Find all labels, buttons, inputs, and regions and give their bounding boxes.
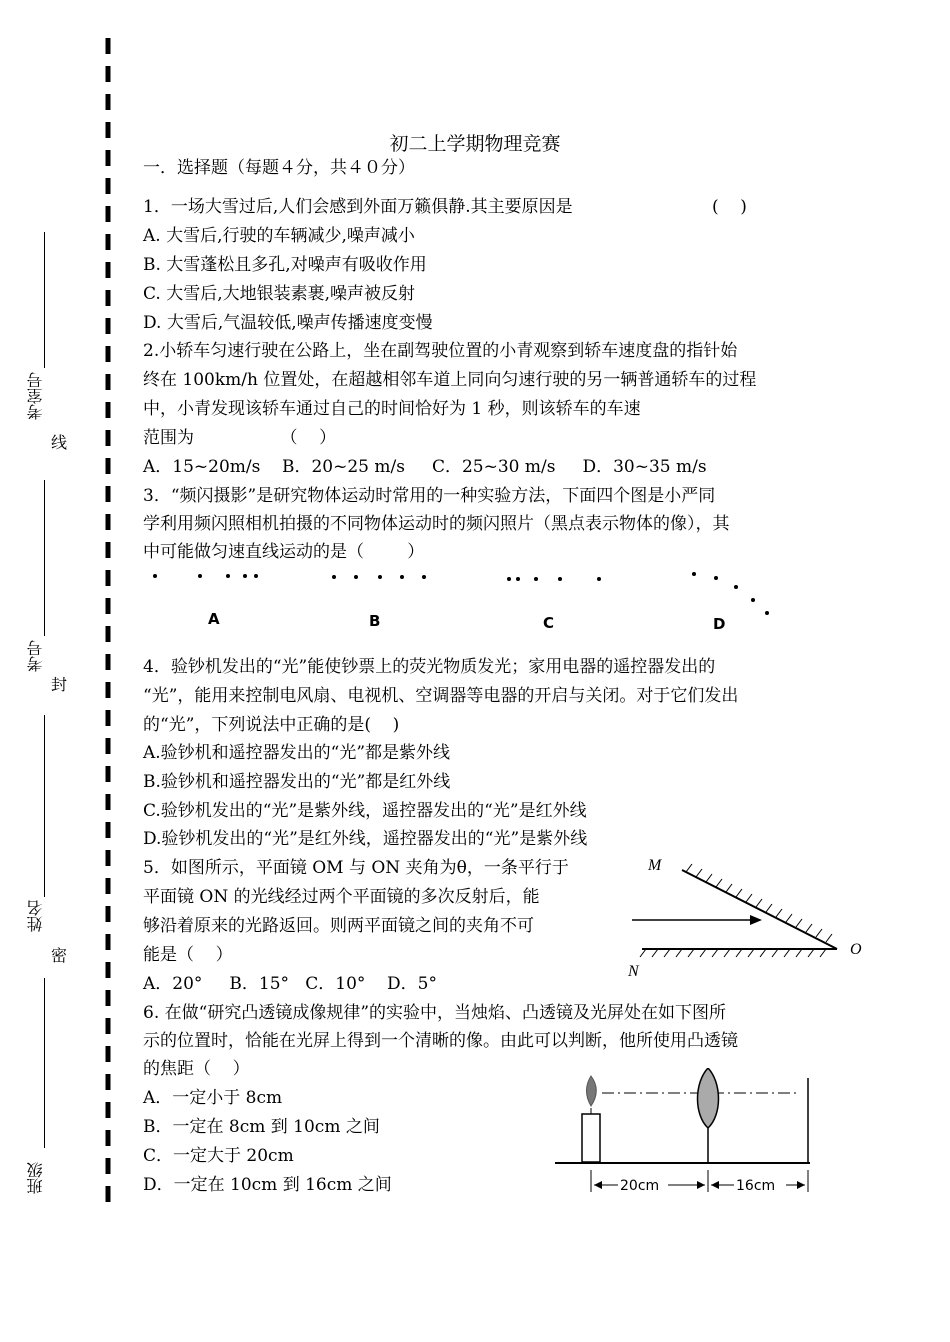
q3-line-3: 中可能做匀速直线运动的是（ ） [143,542,425,562]
seal-char-secret: 密 [51,946,68,965]
q4-option-a: A.验钞机和遥控器发出的“光”都是紫外线 [143,743,451,763]
q1-bracket: ( ) [712,197,747,217]
q6-option-b: B．一定在 8cm 到 10cm 之间 [143,1117,380,1137]
exam-number-label: 考号 [26,640,45,672]
q6-line-2: 示的位置时，恰能在光屏上得到一个清晰的像。由此可以判断，他所使用凸透镜 [143,1031,738,1051]
section-heading: 一．选择题（每题４分，共４０分） [143,158,415,178]
seal-char-line: 线 [51,433,68,452]
q1-option-a: A. 大雪后,行驶的车辆减少,噪声减小 [143,226,415,246]
q4-option-d: D.验钞机发出的“光”是红外线，遥控器发出的“光”是紫外线 [143,829,588,849]
exam-room-underline [44,232,45,368]
q1-option-c: C. 大雪后,大地银装素裹,噪声被反射 [143,284,416,304]
q5-line-2: 平面镜 ON 的光线经过两个平面镜的多次反射后，能 [143,887,540,907]
q5-line-1: 5．如图所示，平面镜 OM 与 ON 夹角为θ，一条平行于 [143,858,569,878]
q2-line-1: 2.小轿车匀速行驶在公路上，坐在副驾驶位置的小青观察到轿车速度盘的指针始 [143,341,738,361]
distance-label-16cm: 16cm [736,1178,776,1194]
strobe-label-b: B [369,612,381,630]
q1-option-d: D. 大雪后,气温较低,噪声传播速度变慢 [143,313,433,333]
q6-option-a: A．一定小于 8cm [143,1088,283,1108]
q5-line-4: 能是（ ） [143,945,233,965]
binding-dashed-line [100,30,116,1220]
page-title: 初二上学期物理竞赛 [389,133,561,155]
q2-line-3: 中，小青发现该轿车通过自己的时间恰好为 1 秒，则该轿车的车速 [143,399,641,419]
class-underline [44,978,45,1148]
q4-line-2: “光”，能用来控制电风扇、电视机、空调器等电器的开启与关闭。对于它们发出 [143,686,739,706]
q3-line-2: 学利用频闪照相机拍摄的不同物体运动时的频闪照片（黑点表示物体的像），其 [143,514,730,534]
exam-room-label: 考室号 [26,372,45,420]
q5-options: A．20° B．15° C．10° D．5° [143,974,437,994]
class-label: 班级 [26,1162,45,1194]
strobe-label-d: D [713,615,726,633]
distance-label-20cm: 20cm [620,1178,660,1194]
q1-stem: 1．一场大雪过后,人们会感到外面万籁俱静.其主要原因是 [143,197,573,217]
q2-line-4: 范围为 （ ） [143,428,337,448]
mirror-diagram [620,850,880,985]
mirror-label-m: M [648,857,662,874]
name-label: 姓名 [26,900,45,932]
lens-experiment-diagram [550,1068,820,1198]
q4-line-1: 4．验钞机发出的“光”能使钞票上的荧光物质发光；家用电器的遥控器发出的 [143,657,716,677]
q6-option-c: C．一定大于 20cm [143,1146,294,1166]
q4-option-b: B.验钞机和遥控器发出的“光”都是红外线 [143,772,451,792]
strobe-label-c: C [543,614,555,632]
mirror-label-n: N [628,963,639,980]
q6-option-d: D．一定在 10cm 到 16cm 之间 [143,1175,392,1195]
q2-options: A．15~20m/s B．20~25 m/s C．25~30 m/s D．30~35 m/s [143,457,707,477]
q6-line-3: 的焦距（ ） [143,1059,250,1079]
q6-line-1: 6. 在做“研究凸透镜成像规律”的实验中，当烛焰、凸透镜及光屏处在如下图所 [143,1003,727,1023]
seal-char-seal: 封 [51,675,68,694]
q1-option-b: B. 大雪蓬松且多孔,对噪声有吸收作用 [143,255,427,275]
q4-line-3: 的“光”，下列说法中正确的是( ) [143,715,400,735]
name-underline [44,715,45,897]
exam-number-underline [44,480,45,636]
q2-line-2: 终在 100km/h 位置处，在超越相邻车道上同向匀速行驶的另一辆普通轿车的过程 [143,370,757,390]
q5-line-3: 够沿着原来的光路返回。则两平面镜之间的夹角不可 [143,916,534,936]
q3-line-1: 3．“频闪摄影”是研究物体运动时常用的一种实验方法，下面四个图是小严同 [143,486,716,506]
mirror-label-o: O [850,941,862,958]
strobe-label-a: A [208,610,220,628]
q4-option-c: C.验钞机发出的“光”是紫外线，遥控器发出的“光”是红外线 [143,801,587,821]
